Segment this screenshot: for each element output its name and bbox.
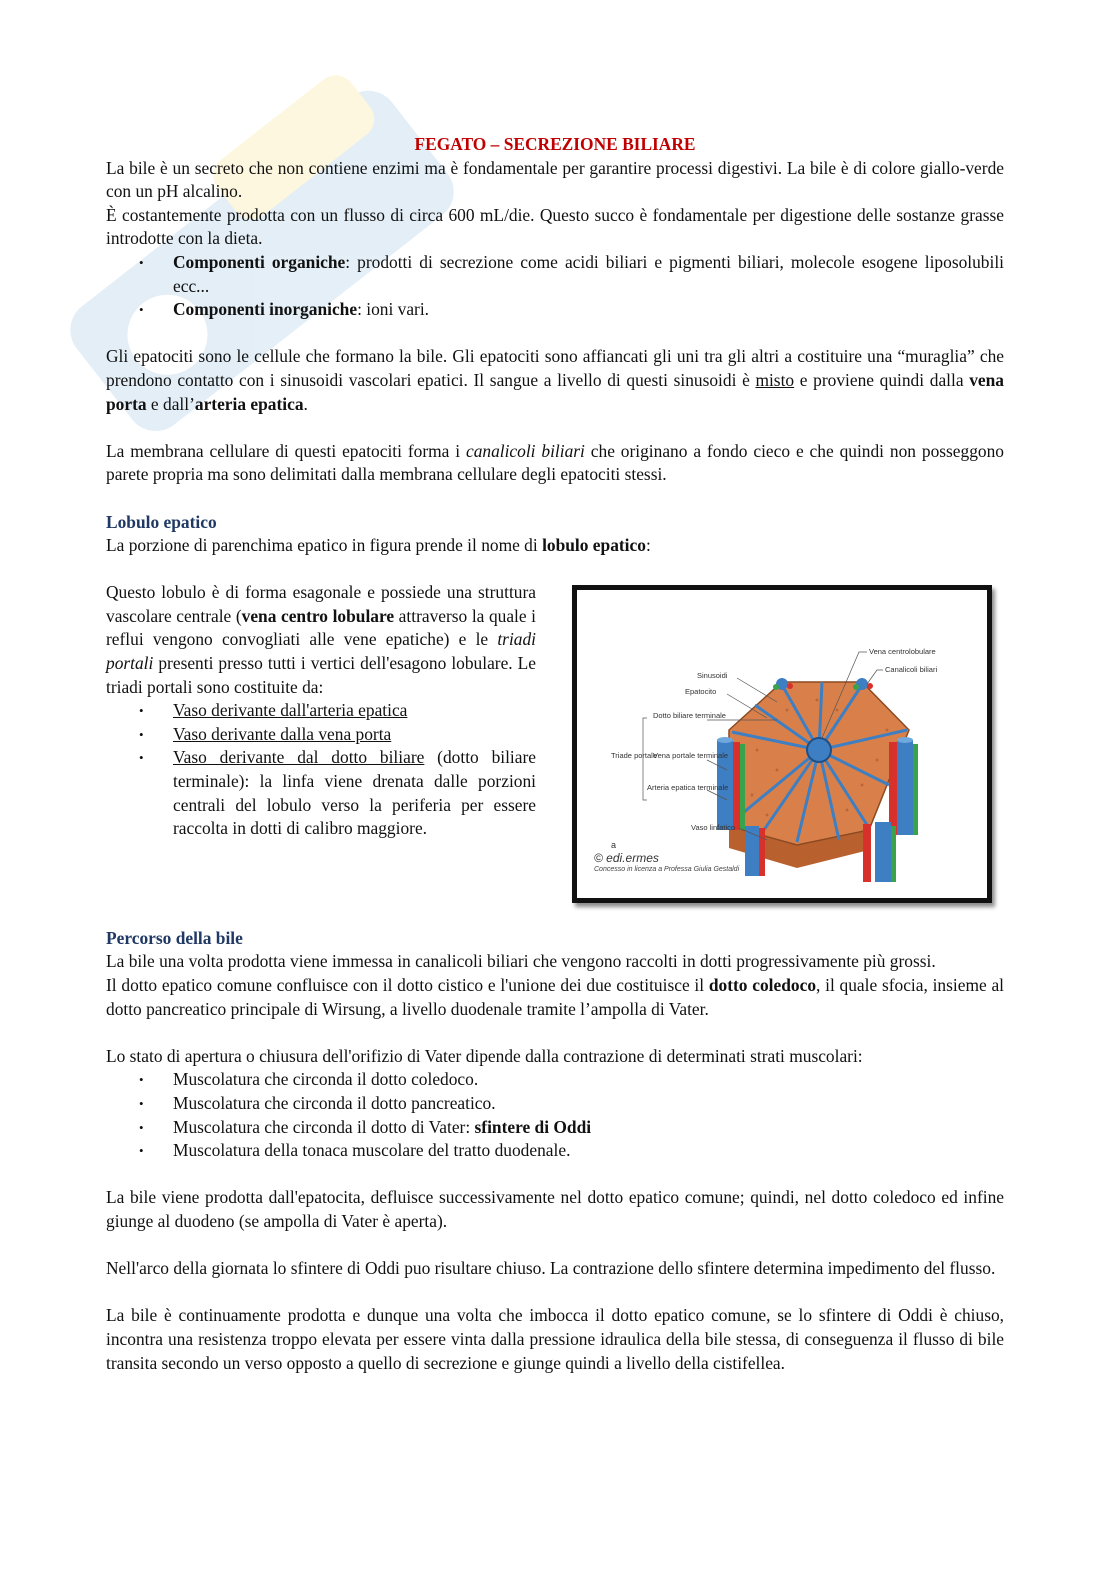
bold-term: dotto coledoco [708, 975, 817, 996]
membrana-paragraph [106, 440, 1004, 487]
component-text: : prodotti di secrezione come acidi biliari e pigmenti biliari, molecole esogene liposolubili ecc... [173, 251, 1004, 296]
list-item [173, 1116, 1004, 1140]
text-span: presenti presso tutti i vertici dell'esagono lobulare. Le triadi portali sono costituite da: [106, 653, 536, 697]
text-span: , il quale sfocia, insieme al dotto pancreatico principale di Wirsung, a livello duodenale tramite l’ampolla di Vater. [106, 975, 1004, 1019]
figure-label-canalicoli: Canalicoli biliari [885, 665, 938, 675]
component-label: Componenti organiche [173, 251, 346, 272]
central-vein [807, 738, 831, 762]
text-span: e dall’ [146, 393, 195, 414]
portal-triad-right [889, 737, 918, 835]
portal-triad-front [863, 822, 896, 882]
lobule-figure [572, 585, 992, 903]
list-item [173, 1068, 1004, 1092]
text-span: La porzione di parenchima epatico in figura prende il nome di [106, 535, 543, 556]
muscles-list [106, 1068, 1004, 1162]
bold-term: arteria epatica [194, 393, 304, 414]
text-span: Questo lobulo è di forma esagonale e possiede una struttura vascolare centrale ( [106, 582, 536, 626]
figure-label-vena: Vena centrolobulare [869, 647, 936, 657]
text-span: attraverso la quale i reflui vengono convogliati alle vene epatiche) e le [106, 605, 537, 650]
bold-term: vena centro lobulare [241, 605, 395, 626]
figure-label-sinusoidi: Sinusoidi [697, 671, 728, 681]
text-span: Muscolatura che circonda il dotto di Vater: [173, 1116, 475, 1137]
figure-license: Concesso in licenza a Professa Giulia Gestaldi [594, 866, 740, 874]
figure-label-vena-portale: Vena portale terminale [653, 751, 729, 761]
document-page [106, 133, 1004, 1375]
text-span: Muscolatura della tonaca muscolare del tratto duodenale. [173, 1140, 571, 1161]
component-label: Componenti inorganiche [173, 299, 358, 320]
section-heading-lobulo: Lobulo epatico [106, 511, 217, 532]
component-text: : ioni vari. [357, 299, 430, 320]
italic-term: triadi portali [106, 629, 536, 674]
text-span: che originano a fondo cieco e che quindi non posseggono parete propria ma sono delimitati dalla membrana cellulare degli epatociti stessi. [106, 440, 1004, 485]
figure-label-linfatico: Vaso linfatico [691, 823, 736, 833]
underlined-term: Vaso derivante dal dotto biliare [173, 747, 425, 768]
percorso-paragraph-6: La bile è continuamente prodotta e dunque una volta che imbocca il dotto epatico comune, se lo sfintere di Oddi è chiuso, incontra una resistenza troppo elevata per essere vinta dalla pressione idraulica della bile stessa, di conseguenza il flusso di bile transita secondo un verso opposto a quello di secrezione e giunge quindi a livello della cistifellea. [106, 1305, 1004, 1373]
underlined-term: Vaso derivante dalla vena porta [173, 723, 392, 744]
percorso-paragraph-5: Nell'arco della giornata lo sfintere di Oddi puo risultare chiuso. La contrazione dello sfintere determina impedimento del flusso. [106, 1258, 996, 1279]
percorso-paragraph-4: La bile viene prodotta dall'epatocita, defluisce successivamente nel dotto epatico comune; quindi, nel dotto coledoco ed infine giunge al duodeno (se ampolla di Vater è aperta). [106, 1187, 1004, 1231]
percorso-paragraph-1: La bile una volta prodotta viene immessa in canalicoli biliari che vengono raccolti in dotti progressivamente più grossi. [106, 951, 936, 972]
lobulo-text-column [106, 581, 536, 841]
figure-label-epatocito: Epatocito [685, 687, 717, 697]
bold-term: lobulo epatico [542, 535, 646, 556]
components-list [106, 251, 1004, 322]
text-span: e proviene quindi dalla [794, 369, 970, 390]
figure-label-dotto: Dotto biliare terminale [653, 711, 726, 721]
triad-list [106, 699, 536, 841]
figure-label-arteria: Arteria epatica terminale [647, 783, 729, 793]
underlined-term: Vaso derivante dall'arteria epatica [173, 700, 408, 721]
text-span: La membrana cellulare di questi epatociti forma i [106, 440, 466, 461]
text-span: . [303, 393, 308, 414]
list-item [173, 298, 1004, 322]
list-item [173, 746, 536, 840]
bold-term: sfintere di Oddi [474, 1116, 592, 1137]
percorso-paragraph-3: Lo stato di apertura o chiusura dell'orifizio di Vater dipende dalla contrazione di determinati strati muscolari: [106, 1045, 863, 1066]
text-span: (dotto biliare terminale): la linfa viene drenata dalle porzioni centrali del lobulo verso la periferia per essere raccolta in dotti di calibro maggiore. [173, 747, 536, 839]
figure-panel-letter: a [611, 840, 617, 851]
percorso-paragraph-2 [106, 974, 1004, 1021]
italic-term: canalicoli biliari [465, 440, 585, 461]
lobulo-block [106, 581, 1004, 903]
underlined-term: misto [755, 369, 795, 390]
lobulo-description [106, 581, 536, 699]
list-item [173, 723, 536, 747]
text-span: Il dotto epatico comune confluisce con il dotto cistico e l'unione dei due costituisce il [106, 975, 709, 996]
figure-label-triade: Triade portale [611, 751, 657, 761]
list-item [173, 251, 1004, 298]
bold-term: vena porta [106, 369, 1004, 414]
list-item [173, 1092, 1004, 1116]
figure-credit: © edi.ermes [594, 851, 659, 866]
portal-triad-front-left [745, 826, 765, 876]
list-item [173, 699, 536, 723]
epatociti-paragraph [106, 345, 1004, 416]
section-heading-percorso: Percorso della bile [106, 927, 243, 948]
text-span: Muscolatura che circonda il dotto pancreatico. [173, 1093, 496, 1114]
page-title: FEGATO – SECREZIONE BILIARE [414, 134, 696, 154]
intro-paragraph-1: La bile è un secreto che non contiene enzimi ma è fondamentale per garantire processi digestivi. La bile è di colore giallo-verde con un pH alcalino. [106, 157, 1004, 202]
text-span: : [645, 535, 651, 556]
intro-paragraph-2: È costantemente prodotta con un flusso di circa 600 mL/die. Questo succo è fondamentale per digestione delle sostanze grasse introdotte con la dieta. [106, 204, 1004, 249]
text-span: Muscolatura che circonda il dotto coledoco. [173, 1069, 479, 1090]
text-span: Gli epatociti sono le cellule che formano la bile. Gli epatociti sono affiancati gli uni tra gli altri a costituire una “muraglia” che prendono contatto con i sinusoidi vascolari epatici. Il sangue a livello di questi sinusoidi è [106, 346, 1004, 390]
list-item [173, 1139, 1004, 1163]
lobulo-intro [106, 534, 1004, 558]
